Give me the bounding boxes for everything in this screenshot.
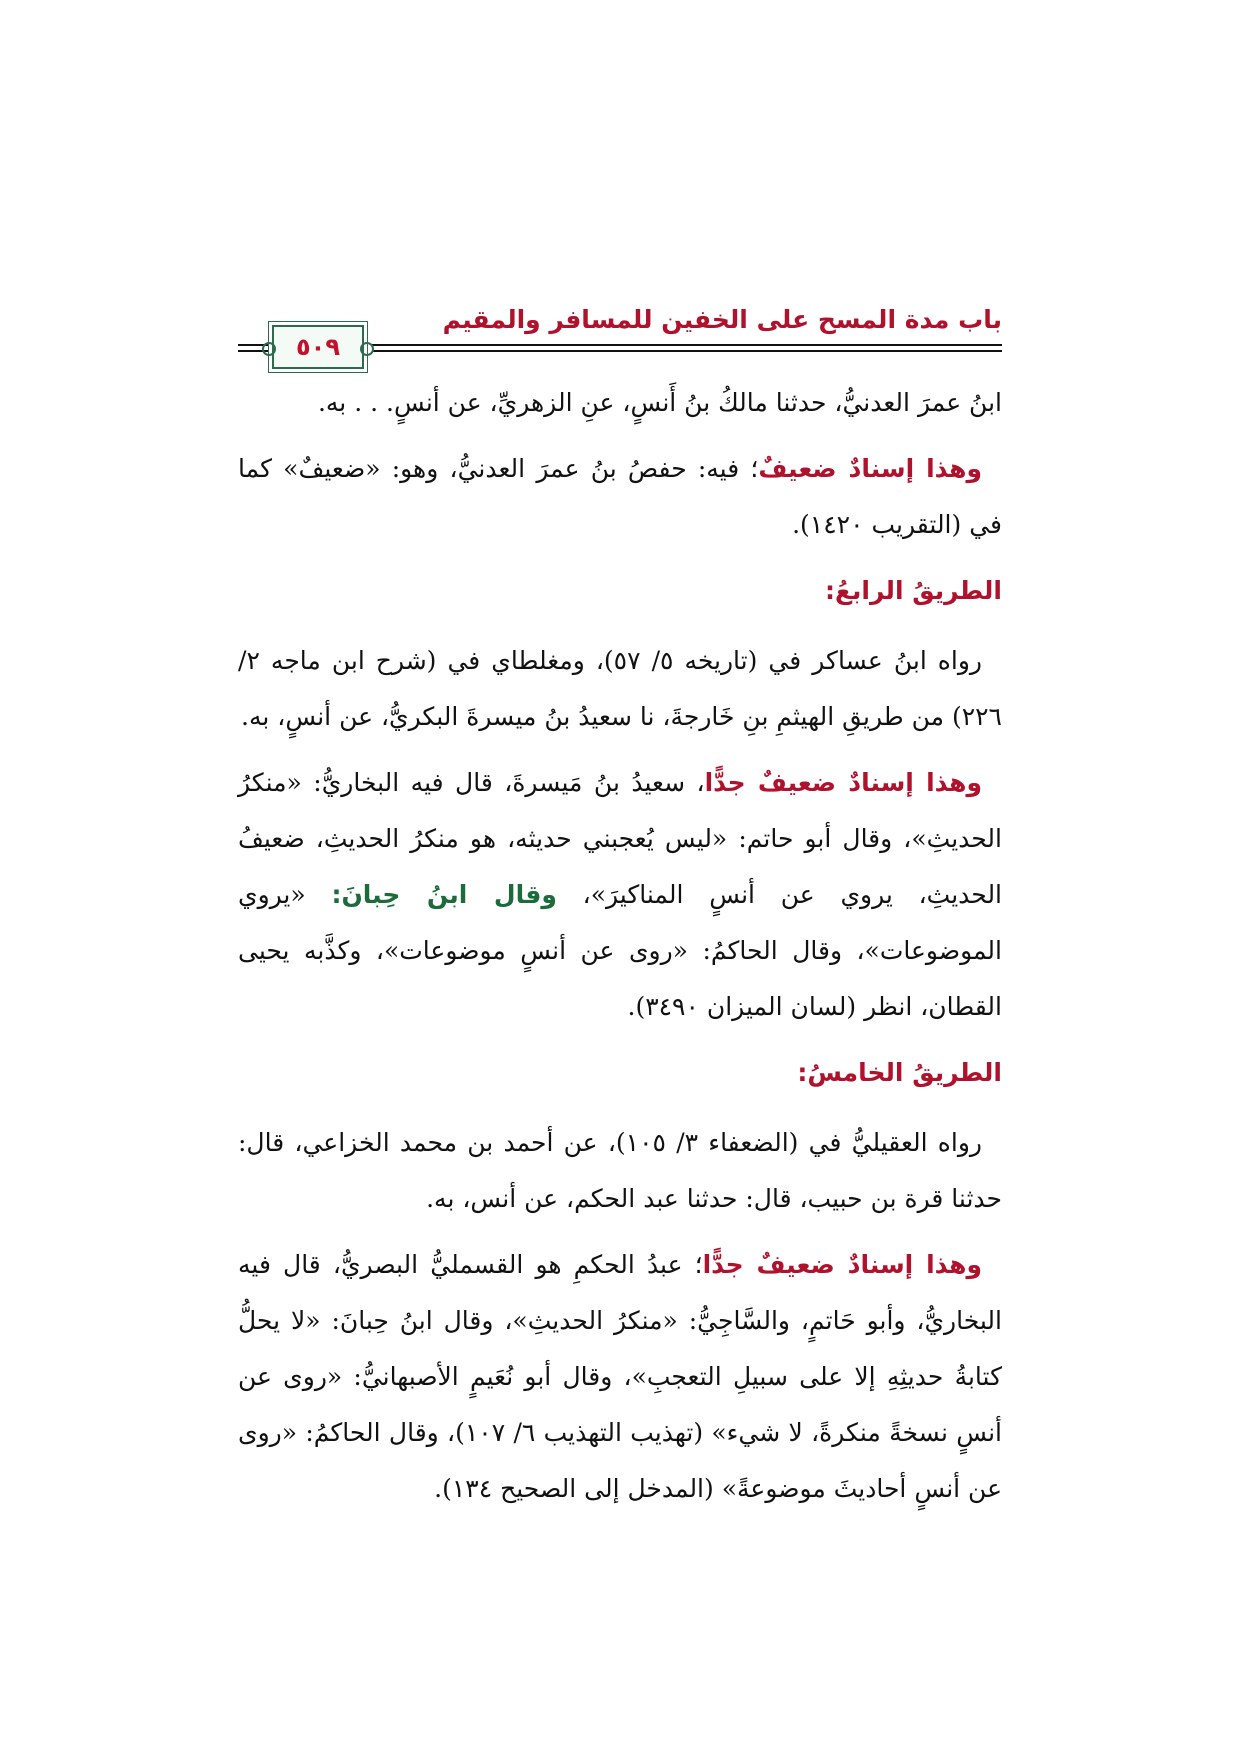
header-rule-right-top (372, 344, 1002, 346)
paragraph-2 (238, 441, 1002, 553)
paragraph-5: رواه العقيليُّ في (الضعفاء ٣/ ١٠٥)، عن أحمد بن محمد الخزاعي، قال: حدثنا قرة بن حبيب، قال: حدثنا عبد الحكم، عن أنس، به. (238, 1128, 1002, 1213)
main-text (238, 375, 1002, 1527)
section-heading-fifth-route: الطريقُ الخامسُ: (797, 1058, 1002, 1087)
running-header-title: باب مدة المسح على الخفين للمسافر والمقيم (442, 305, 1002, 334)
ibn-hibban-label: وقال ابنُ حِبانَ: (331, 880, 557, 909)
isnad-verdict: وهذا إسنادٌ ضعيفٌ (758, 454, 982, 483)
header-rule-right-bottom (372, 350, 1002, 352)
section-heading-fourth-route: الطريقُ الرابعُ: (824, 576, 1002, 605)
paragraph-4-text-a: ، سعيدُ بنُ مَيسرةَ، قال فيه البخاريُّ: «منكرُ الحديثِ»، وقال أبو حاتم: «ليس يُعجبني حديثه، هو منكرُ الحديثِ، ضعيفُ الحديثِ، يروي عن أنسٍ المناكيرَ»، (238, 768, 1003, 909)
paragraph-4-text-b: «يروي الموضوعات»، وقال الحاكمُ: «روى عن أنسٍ موضوعات»، وكذَّبه يحيى القطان، انظر (لسان الميزان ٣٤٩٠). (238, 880, 1002, 1021)
paragraph-4 (238, 755, 1002, 1035)
isnad-verdict: وهذا إسنادٌ ضعيفٌ جدًّا (704, 768, 982, 797)
paragraph-2-text: ؛ فيه: حفصُ بنُ عمرَ العدنيُّ، وهو: «ضعيفٌ» كما في (التقريب ١٤٢٠). (238, 454, 1002, 539)
paragraph-3: رواه ابنُ عساكر في (تاريخه ٥/ ٥٧)، ومغلطاي في (شرح ابن ماجه ٢/ ٢٢٦) من طريقِ الهيثمِ بنِ خَارجةَ، نا سعيدُ بنُ ميسرةَ البكريُّ، عن أنسٍ، به. (238, 646, 1002, 731)
paragraph-1: ابنُ عمرَ العدنيُّ، حدثنا مالكُ بنُ أَنسٍ، عنِ الزهريِّ، عن أنسٍ. . . به. (317, 388, 1002, 417)
isnad-verdict: وهذا إسنادٌ ضعيفٌ جدًّا (702, 1250, 982, 1279)
paragraph-6-text: ؛ عبدُ الحكمِ هو القسمليُّ البصريُّ، قال فيه البخاريُّ، وأبو حَاتمٍ، والسَّاجِيُّ: «منكرُ الحديثِ»، وقال ابنُ حِبانَ: «لا يحلُّ كتابةُ حديثِهِ إلا على سبيلِ التعجبِ»، وقال أبو نُعَيمٍ الأصبهانيُّ: «روى عن أنسٍ نسخةً منكرةً، لا شيء» (تهذيب التهذيب ٦/ ١٠٧)، وقال الحاكمُ: «روى عن أنسٍ أحاديثَ موضوعةً» (المدخل إلى الصحيح ١٣٤). (238, 1250, 1002, 1503)
paragraph-6 (238, 1237, 1002, 1517)
page-number-frame (272, 325, 364, 369)
page-number: ٥٠٩ (296, 333, 340, 361)
